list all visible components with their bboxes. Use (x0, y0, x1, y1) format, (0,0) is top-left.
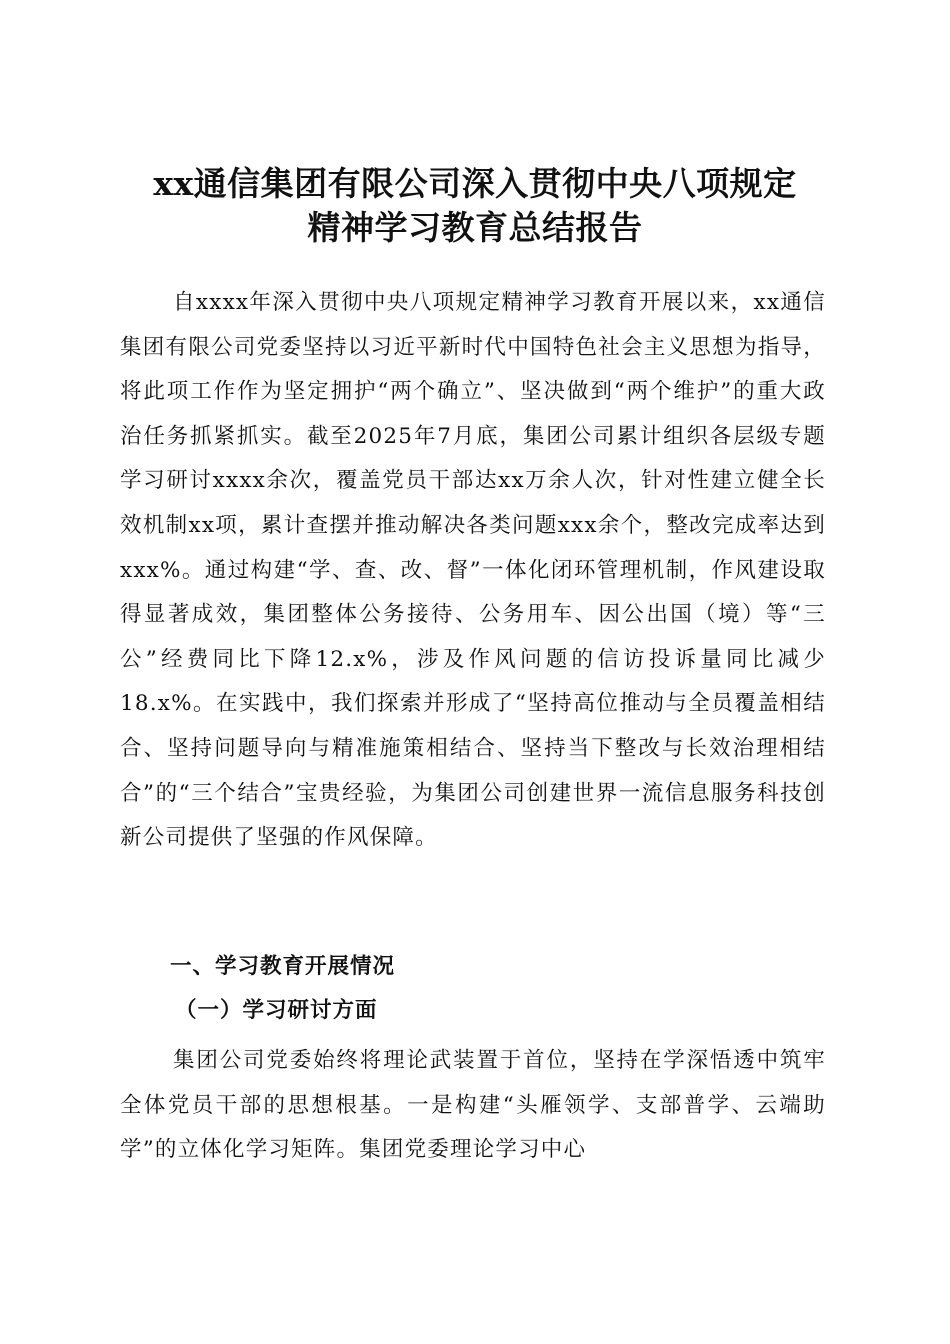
subsection-heading-1: （一）学习研讨方面 (175, 998, 378, 1023)
subsection-paragraph-1: 集团公司党委始终将理论武装置于首位，坚持在学深悟透中筑牢全体党员干部的思想根基。一是构建“头雁领学、支部普学、云端助学”的立体化学习矩阵。集团党委理论学习中心 (120, 1048, 826, 1163)
section-heading-1: 一、学习教育开展情况 (170, 954, 396, 979)
title-line-2: 精神学习教育总结报告 (307, 208, 643, 248)
title-line-1: xx通信集团有限公司深入贯彻中央八项规定 (153, 164, 797, 204)
document-title (90, 162, 860, 250)
intro-paragraph: 自xxxx年深入贯彻中央八项规定精神学习教育开展以来，xx通信集团有限公司党委坚持以习近平新时代中国特色社会主义思想为指导，将此项工作作为坚定拥护“两个确立”、坚决做到“两个维护”的重大政治任务抓紧抓实。截至2025年7月底，集团公司累计组织各层级专题学习研讨xxxx余次，覆盖党员干部达xx万余人次，针对性建立健全长效机制xx项，累计查摆并推动解决各类问题xxx余个，整改完成率达到xxx%。通过构建“学、查、改、督”一体化闭环管理机制，作风建设取得显著成效，集团整体公务接待、公务用车、因公出国（境）等“三公”经费同比下降12.x%，涉及作风问题的信访投诉量同比减少18.x%。在实践中，我们探索并形成了“坚持高位推动与全员覆盖相结合、坚持问题导向与精准施策相结合、坚持当下整改与长效治理相结合”的“三个结合”宝贵经验，为集团公司创建世界一流信息服务科技创新公司提供了坚强的作风保障。 (120, 290, 826, 851)
